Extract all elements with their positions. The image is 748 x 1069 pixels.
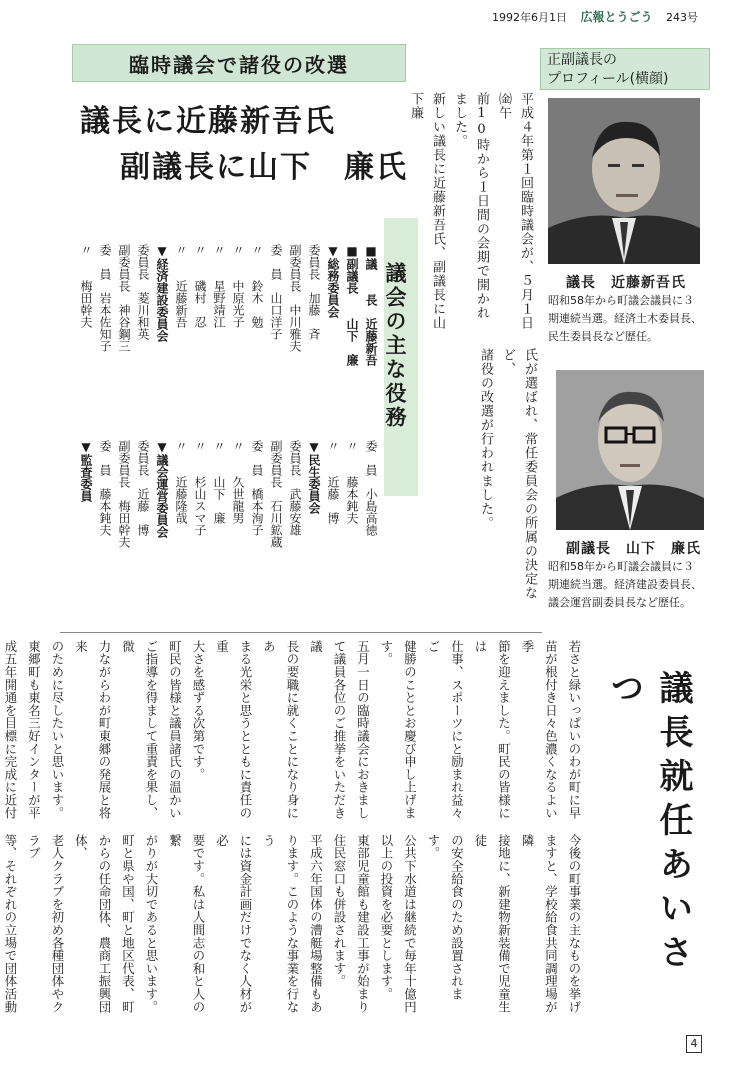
roster-line: 〃 磯村 忍 bbox=[193, 244, 207, 328]
profile-title bbox=[540, 48, 710, 90]
page-header bbox=[482, 8, 698, 25]
body-line: 仕事、スポーツにと励まれ益々ご bbox=[426, 640, 465, 820]
bio-line: 昭和58年から町議会議員に３ bbox=[548, 294, 694, 307]
roster-line: 〃 鈴木 勉 bbox=[250, 244, 264, 328]
vice-chair-bio bbox=[548, 558, 718, 612]
roster-line: 〃 中原光子 bbox=[231, 244, 245, 328]
body-line: には資金計画だけでなく人材が必 bbox=[214, 834, 253, 1014]
body-line: 長の要職に就くことになり身にあ bbox=[261, 640, 300, 820]
roster-line: 委 員 橋本洵子 bbox=[250, 440, 264, 536]
portrait-illustration bbox=[548, 98, 700, 264]
roster-line: 〃 近藤 博 bbox=[326, 440, 340, 524]
profile-title-line: プロフィール(横顔) bbox=[547, 71, 669, 87]
roster-line: 〃 藤本鈍夫 bbox=[345, 440, 359, 524]
roster-line: 委 員 岩本佐知子 bbox=[98, 244, 112, 352]
lead-line: 新しい議長に近藤新吾氏、副議長に山下廉 bbox=[408, 92, 445, 330]
body-line: 東郷町も東名三好インターが平 bbox=[26, 640, 42, 820]
body-line: 東部児童館も建設工事が始まり bbox=[355, 834, 371, 1014]
roster-line: ■副議長 山下 廉 bbox=[345, 244, 359, 366]
bio-line: 昭和58年から町議会議員に３ bbox=[548, 560, 694, 573]
body-line: のために尽したいと思います。 bbox=[50, 640, 65, 820]
roster-line: 委員長 武藤安雄 bbox=[288, 440, 302, 536]
roster-line: 〃 星野靖江 bbox=[212, 244, 226, 328]
body-line: 公共下水道は継続で毎年十億円 bbox=[402, 834, 418, 1014]
body-line: 今後の町事業の主なものを挙げ bbox=[567, 834, 582, 1014]
page-number: 4 bbox=[686, 1035, 702, 1053]
roster-line: 〃 近藤新吾 bbox=[174, 244, 188, 328]
lead-line: 前10時から１日間の会期で開かれました。 bbox=[452, 92, 489, 320]
lead-line: 諸役の改選が行われました。 bbox=[478, 348, 493, 530]
roster-line: 委 員 山口洋子 bbox=[269, 244, 283, 340]
roster-line: 〃 山下 廉 bbox=[212, 440, 226, 524]
roster-line: ▼監査委員 bbox=[79, 440, 93, 502]
headline-vice: 副議長に山下 廉氏 bbox=[120, 150, 408, 185]
roster-line: 〃 梅田幹夫 bbox=[79, 244, 93, 328]
roster-line: 委員長 近藤 博 bbox=[136, 440, 150, 536]
body-line: 町と県や国、町と地区代表、町 bbox=[120, 834, 136, 1014]
bio-line: 議会運営副委員長など歴任。 bbox=[548, 596, 691, 609]
divider bbox=[60, 632, 542, 633]
roster-line: 副委員長 梅田幹夫 bbox=[117, 440, 131, 548]
greeting-title: 議長就任あいさつ bbox=[604, 670, 693, 978]
roster-line: 〃 久世龍男 bbox=[231, 440, 245, 524]
lead-line: 氏が選ばれ、常任委員会の所属の決定など、 bbox=[500, 348, 537, 600]
roster-line: ■議 長 近藤新吾 bbox=[364, 244, 378, 366]
roster-line: 委員長 菱川和英 bbox=[136, 244, 150, 340]
roster-line: 委 員 藤本鈍夫 bbox=[98, 440, 112, 536]
roster-line: ▼総務委員会 bbox=[326, 244, 340, 318]
roster-line: 〃 杉山スマ子 bbox=[193, 440, 207, 536]
bio-line: 民生委員長など歴任。 bbox=[548, 330, 658, 343]
body-line: がりが大切であると思います。 bbox=[144, 834, 159, 1014]
roster-upper bbox=[70, 244, 380, 424]
bio-line: 期連続当選。経済建設委員長、 bbox=[548, 578, 702, 591]
lead-paragraph-cont bbox=[480, 348, 540, 608]
body-line: 町民の皆様と議員諸氏の温かい bbox=[167, 640, 183, 820]
chair-name: 議長 近藤新吾氏 bbox=[566, 275, 686, 291]
body-line: 接地に、新建物新装備で児童生徒 bbox=[473, 834, 512, 1014]
section-banner: 臨時議会で諸役の改選 bbox=[72, 44, 406, 82]
body-line: ご指導を得まして重責を果し、微 bbox=[120, 640, 159, 820]
roster-line: ▼民生委員会 bbox=[307, 440, 321, 514]
roles-title: 議会の主な役務 bbox=[383, 262, 407, 430]
body-line: 大さを感ずる次第です。 bbox=[191, 640, 206, 781]
body-line: 要です。私は人間志の和と人の繋 bbox=[167, 834, 206, 1014]
chair-photo bbox=[548, 98, 700, 264]
body-line: 力ながらわが町東郷の発展と将来 bbox=[73, 640, 112, 820]
body-line: 以上の投資を必要とします。 bbox=[379, 834, 394, 1001]
chair-bio bbox=[548, 292, 718, 346]
roster-line: 副委員長 石川鉱蔵 bbox=[269, 440, 283, 548]
body-line: て議員各位のご推挙をいただき議 bbox=[308, 640, 347, 820]
body-line: 健勝のこととお慶び申し上げます。 bbox=[379, 640, 418, 820]
body-line: からの任命団体、農商工振興団体、 bbox=[73, 834, 112, 1014]
body-line: ります。このような事業を行なう bbox=[261, 834, 300, 1014]
body-line: 住民窓口も併設されます。 bbox=[332, 834, 347, 988]
lead-paragraph bbox=[408, 92, 536, 332]
body-line: 節を迎えました。町民の皆様には bbox=[473, 640, 512, 820]
profile-title-line: 正副議長の bbox=[547, 52, 617, 68]
vice-chair-photo bbox=[556, 370, 704, 530]
body-line: 平成六年国体の漕艇場整備もあ bbox=[308, 834, 324, 1014]
roster-line: ▼議会運営委員会 bbox=[155, 440, 169, 538]
roster-line: ▼経済建設委員会 bbox=[155, 244, 169, 342]
body-line: 苗が根付き日々色濃くなるよい季 bbox=[520, 640, 559, 820]
roster-line: 委 員 小島高徳 bbox=[364, 440, 378, 536]
bio-line: 期連続当選。経済土木委員長、 bbox=[548, 312, 702, 325]
greeting-body-lower bbox=[3, 834, 586, 1020]
roster-line: 副委員長 神谷鋼三 bbox=[117, 244, 131, 352]
portrait-illustration bbox=[556, 370, 704, 530]
issue-number: 243号 bbox=[666, 11, 698, 24]
issue-date: 1992年6月1日 bbox=[491, 11, 567, 24]
body-line: ますと、学校給食共同調理場が隣 bbox=[520, 834, 559, 1014]
body-line: 若さと緑いっぱいのわが町に早 bbox=[567, 640, 582, 820]
body-line: 老人クラブを初め各種団体やクラブ bbox=[26, 834, 65, 1014]
vice-chair-name: 副議長 山下 廉氏 bbox=[566, 541, 701, 557]
body-line: 等、それぞれの立場で団体活動 bbox=[3, 834, 18, 1014]
body-line: の安全給食のため設置されます。 bbox=[426, 834, 465, 1001]
roster-lower bbox=[70, 440, 380, 620]
roster-line: 〃 近藤隆哉 bbox=[174, 440, 188, 524]
greeting-body-upper bbox=[3, 640, 586, 826]
lead-line: 平成４年第１回臨時議会が、５月１日㈮午 bbox=[496, 92, 533, 330]
body-line: 五月一日の臨時議会におきまし bbox=[355, 640, 371, 820]
roster-line: 副委員長 中川雅夫 bbox=[288, 244, 302, 352]
headline-chair: 議長に近藤新吾氏 bbox=[80, 104, 336, 139]
publication-title: 広報とうごう bbox=[580, 10, 653, 24]
roster-line: 委員長 加藤 斉 bbox=[307, 244, 321, 340]
body-line: まる光栄と思うとともに責任の重 bbox=[214, 640, 253, 820]
body-line: 成五年開通を目標に完成に近付 bbox=[3, 640, 18, 820]
